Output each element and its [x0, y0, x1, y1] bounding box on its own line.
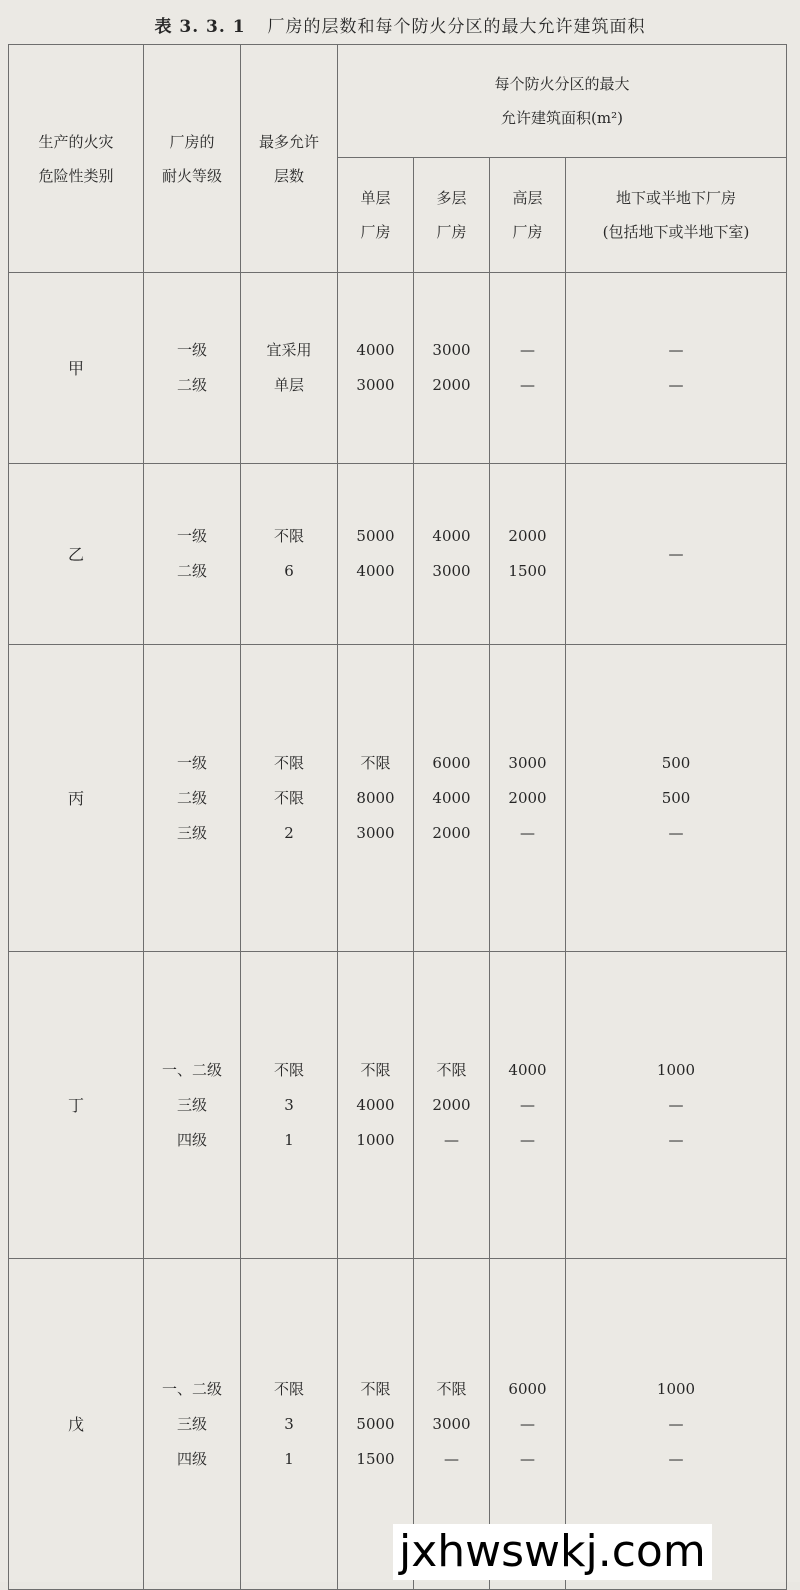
site-watermark: jxhwswkj.com — [393, 1524, 712, 1580]
high-cell: — — — [490, 273, 566, 464]
header-multi: 多层 厂房 — [414, 158, 490, 273]
header-max-floors: 最多允许 层数 — [241, 45, 338, 273]
grade-cell: 一级 二级 — [144, 273, 241, 464]
table-row — [9, 645, 787, 952]
header-high: 高层 厂房 — [490, 158, 566, 273]
multi-cell: 4000 3000 — [414, 464, 490, 645]
floors-cell: 不限 3 1 — [241, 1259, 338, 1590]
category-cell: 甲 — [9, 273, 144, 464]
high-cell: 6000 — — — [490, 1259, 566, 1590]
high-cell: 3000 2000 — — [490, 645, 566, 952]
table-title — [0, 12, 800, 37]
multi-cell: 6000 4000 2000 — [414, 645, 490, 952]
underground-cell: — — [566, 464, 787, 645]
floors-cell: 不限 6 — [241, 464, 338, 645]
single-cell: 5000 4000 — [338, 464, 414, 645]
table-row — [9, 952, 787, 1259]
fire-compartment-table — [8, 44, 787, 1590]
underground-cell: 500 500 — — [566, 645, 787, 952]
grade-cell: 一、二级 三级 四级 — [144, 952, 241, 1259]
category-cell: 戊 — [9, 1259, 144, 1590]
category-cell: 乙 — [9, 464, 144, 645]
multi-cell: 不限 2000 — — [414, 952, 490, 1259]
header-category: 生产的火灾 危险性类别 — [9, 45, 144, 273]
category-cell: 丁 — [9, 952, 144, 1259]
multi-cell: 3000 2000 — [414, 273, 490, 464]
grade-cell: 一级 二级 — [144, 464, 241, 645]
underground-cell: 1000 — — — [566, 952, 787, 1259]
table-row — [9, 464, 787, 645]
floors-cell: 宜采用 单层 — [241, 273, 338, 464]
single-cell: 不限 5000 1500 — [338, 1259, 414, 1590]
floors-cell: 不限 不限 2 — [241, 645, 338, 952]
multi-cell: 不限 3000 — — [414, 1259, 490, 1590]
single-cell: 不限 8000 3000 — [338, 645, 414, 952]
high-cell: 4000 — — — [490, 952, 566, 1259]
header-underground: 地下或半地下厂房 (包括地下或半地下室) — [566, 158, 787, 273]
table-number: 表 3. 3. 1 — [154, 17, 246, 37]
category-cell: 丙 — [9, 645, 144, 952]
single-cell: 不限 4000 1000 — [338, 952, 414, 1259]
high-cell: 2000 1500 — [490, 464, 566, 645]
header-single: 单层 厂房 — [338, 158, 414, 273]
header-fire-grade: 厂房的 耐火等级 — [144, 45, 241, 273]
underground-cell: 1000 — — — [566, 1259, 787, 1590]
grade-cell: 一、二级 三级 四级 — [144, 1259, 241, 1590]
table-row — [9, 273, 787, 464]
underground-cell: — — — [566, 273, 787, 464]
table-caption: 厂房的层数和每个防火分区的最大允许建筑面积 — [267, 17, 646, 37]
header-row-1 — [9, 45, 787, 158]
header-area-group: 每个防火分区的最大 允许建筑面积(m²) — [338, 45, 787, 158]
grade-cell: 一级 二级 三级 — [144, 645, 241, 952]
floors-cell: 不限 3 1 — [241, 952, 338, 1259]
single-cell: 4000 3000 — [338, 273, 414, 464]
